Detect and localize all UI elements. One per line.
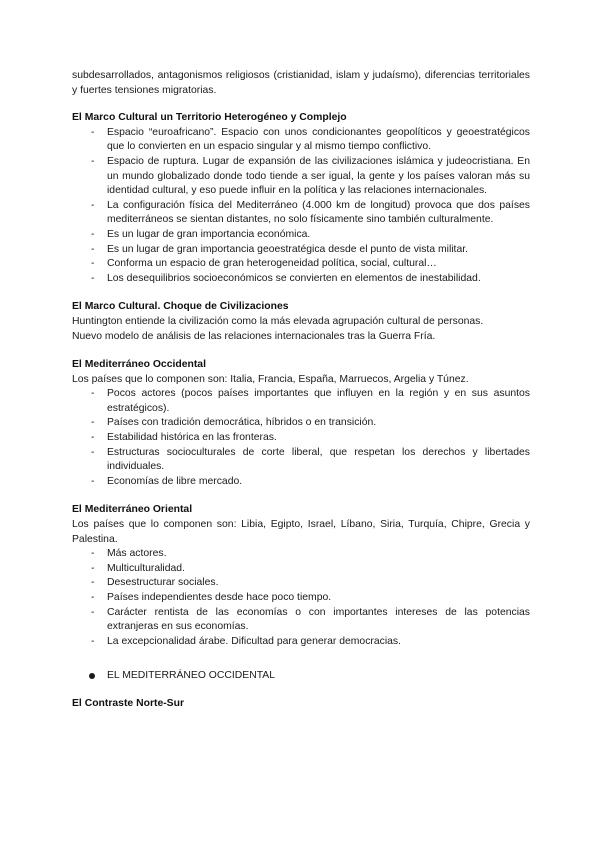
- list-item: - Espacio de ruptura. Lugar de expansión de las civilizaciones islámica y judeocristiana. En un mundo globalizado donde todo tiende a ser igual, la gente y los países valoran más su identidad cultural, y eso puede influir en la política y las relaciones internacionales.: [72, 155, 530, 199]
- bullet-heading-row: [72, 669, 530, 684]
- dash-list: [72, 126, 530, 287]
- list-item: - Estructuras socioculturales de corte liberal, que respetan los derechos y libertades individuales.: [72, 446, 530, 475]
- dash-list: [72, 547, 530, 649]
- section-marco-cultural: [72, 111, 530, 286]
- list-item: - Más actores.: [72, 547, 530, 562]
- list-item: - Multiculturalidad.: [72, 562, 530, 577]
- bullet-heading: EL MEDITERRÁNEO OCCIDENTAL: [107, 670, 276, 682]
- body-paragraph: Los países que lo componen son: Italia, Francia, España, Marruecos, Argelia y Túnez.: [72, 373, 469, 385]
- list-item: - Es un lugar de gran importancia geoestratégica desde el punto de vista militar.: [72, 243, 530, 258]
- section-mediterraneo-occidental: [72, 358, 530, 489]
- section-heading: El Mediterráneo Occidental: [72, 359, 206, 371]
- body-paragraph: Huntington entiende la civilización como la más elevada agrupación cultural de personas.: [72, 315, 484, 327]
- section-heading: El Mediterráneo Oriental: [72, 504, 193, 516]
- list-item: - Carácter rentista de las economías o con importantes intereses de las potencias extranjeras en sus economías.: [72, 606, 530, 635]
- list-item: - Países independientes desde hace poco tiempo.: [72, 591, 530, 606]
- dash-list: [72, 387, 530, 489]
- list-item: - Economías de libre mercado.: [72, 475, 530, 490]
- section-mediterraneo-oriental: [72, 503, 530, 649]
- list-item: - Espacio “euroafricano”. Espacio con unos condicionantes geopolíticos y geoestratégicos que lo convierten en un espacio singular y al mismo tiempo conflictivo.: [72, 126, 530, 155]
- section-heading: El Marco Cultural un Territorio Heterogéneo y Complejo: [72, 112, 347, 124]
- list-item: - Países con tradición democrática, híbridos o en transición.: [72, 416, 530, 431]
- intro-paragraph: subdesarrollados, antagonismos religiosos (cristianidad, islam y judaísmo), diferencias territoriales y fuertes tensiones migratorias.: [72, 70, 530, 96]
- list-item: - Es un lugar de gran importancia económica.: [72, 228, 530, 243]
- list-item: - La configuración física del Mediterráneo (4.000 km de longitud) provoca que dos países mediterráneos se sientan distantes, no solo físicamente sino también culturalmente.: [72, 199, 530, 228]
- list-item: - Pocos actores (pocos países importantes que influyen en la región y en sus asuntos estratégicos).: [72, 387, 530, 416]
- body-paragraph: Nuevo modelo de análisis de las relaciones internacionales tras la Guerra Fría.: [72, 330, 436, 342]
- list-item: - Conforma un espacio de gran heterogeneidad política, social, cultural…: [72, 257, 530, 272]
- list-item: - Los desequilibrios socioeconómicos se convierten en elementos de inestabilidad.: [72, 272, 530, 287]
- list-item: - Desestructurar sociales.: [72, 576, 530, 591]
- body-paragraph: Los países que lo componen son: Libia, Egipto, Israel, Líbano, Siria, Turquía, Chipre, Grecia y Palestina.: [72, 519, 530, 545]
- list-item: - La excepcionalidad árabe. Dificultad para generar democracias.: [72, 635, 530, 650]
- bullet-icon: [89, 673, 95, 679]
- section-heading: El Marco Cultural. Choque de Civilizaciones: [72, 301, 289, 313]
- section-choque-civilizaciones: [72, 300, 530, 344]
- section-heading-contraste: El Contraste Norte-Sur: [72, 697, 185, 709]
- list-item: - Estabilidad histórica en las fronteras.: [72, 431, 530, 446]
